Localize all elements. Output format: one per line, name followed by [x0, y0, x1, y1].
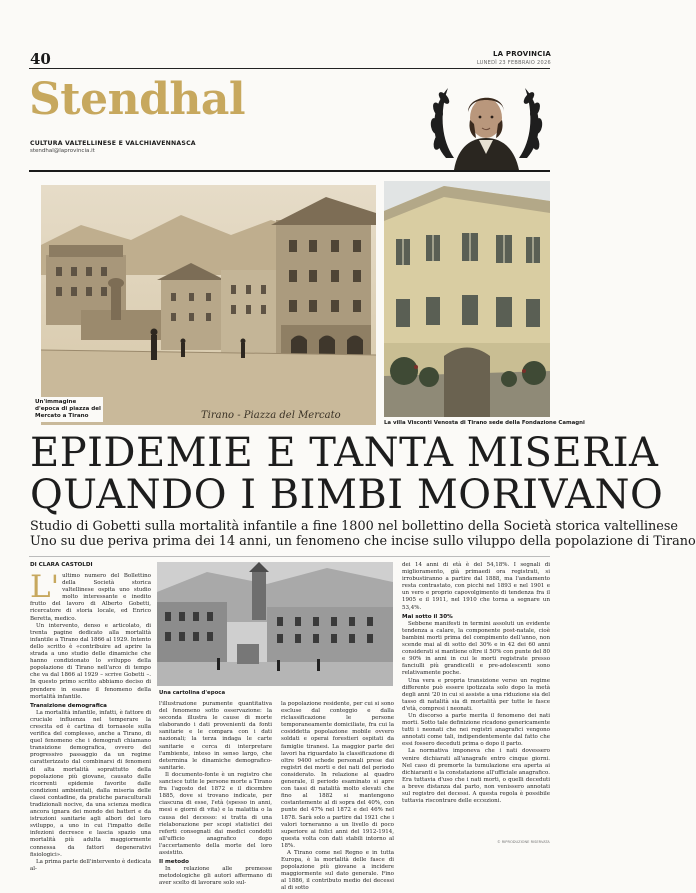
postcard-caption: Una cartolina d'epoca — [159, 690, 226, 696]
paragraph: Un discorso a parte merita il fenomeno dei nati morti. Sotto tale definizione ricadono genericamente tutti i neonati che nei registri anagrafici vengono annotati come tali, indipendentemente dal fatto che essi fossero deceduti prima o dopo il parto. — [402, 712, 550, 748]
article-column-1 — [30, 569, 151, 872]
section-rule — [29, 170, 550, 172]
masthead — [477, 50, 551, 66]
headline-line-1: EPIDEMIE E TANTA MISERIA — [30, 430, 659, 476]
deck-line-2: Uno su due periva prima dei 14 anni, un fenomeno che incise sullo viluppo della popolazione di Tirano — [30, 534, 696, 549]
newspaper-name: LA PROVINCIA — [492, 50, 551, 58]
copyright-note: © RIPRODUZIONE RISERVATA — [497, 840, 550, 844]
paragraph: Il documento-fonte è un registro che sancisce tutte le persone morte a Tirano fra l'agosto del 1872 e il dicembre 1885, dove si trovano indicate, per ciascuna di esse, l'età (spesso in anni, mesi e giorni di vita) e la malattia o la causa del decesso: si tratta di una rielaborazione per scopi statistici dei referti consegnati dai medici condotti all'ufficio anagrafico dopo l'accertamento della morte del loro assistito. — [159, 771, 272, 856]
article-column-4 — [402, 562, 550, 838]
villa-visconti-photo — [384, 181, 550, 417]
subheading: Transizione demografica — [30, 702, 107, 709]
issue-date: LUNEDÌ 23 FEBBRAIO 2026 — [476, 60, 551, 66]
paragraph: A Tirano come nel Regno e in tutta Europa, è la mortalità delle fasce di popolazione più giovane a incidere maggiormente sul dato generale. Fino al 1886, il contributo medio dei decessi al di sotto — [281, 849, 394, 892]
subheading: Mai sotto il 30% — [402, 613, 453, 620]
piazza-mercato-photo — [41, 185, 376, 425]
article-column-2 — [159, 701, 272, 887]
paragraph: Un intervento, denso e articolato, di trenta pagine dedicato alla mortalità infantile a Tirano dal 1866 al 1929. Intento dello scritto è «contribuire ad aprire la strada a uno studio delle dinamiche che hanno condizionato lo sviluppo della popolazione di Tirano nell'arco di tempo che va dal 1866 al 1929 – scrive Gobetti –. In questo primo scritto abbiamo deciso di prendere in esame il fenomeno della mortalità infantile. — [30, 622, 151, 700]
paragraph: dei 14 anni di età è del 54,18%. I segnali di miglioramento, già primaedi ora registrati, si irrobustiranno a partire dal 1888, ma l'andamento resta contrastato, con picchi nel 1893 e nel 1901 e un vero e proprio capovolgimento di tendenza fra il 1905 e il 1911, nel 1910 che torna a segnare un 53,4%. — [402, 562, 550, 611]
paragraph: ultimo numero del Bollettino della Società storica valtellinese ospita uno studio molto interessante e inedito frutto del lavoro di Alberto Gobetti, ricercatore di storia locale, ed Enrico Beretta, medico. — [30, 573, 151, 622]
deck-line-1: Studio di Gobetti sulla mortalità infantile a fine 1800 nel bollettino della Società storica valtellinese — [30, 519, 679, 534]
section-title: Stendhal — [29, 74, 246, 125]
paragraph: l'illustrazione puramente quantitativa del fenomeno sotto osservazione: la seconda illustra le cause di morte elaborando i dati provenienti da fonti sanitarie e le compara con i dati nazionali; la terza indaga le carte sanitarie e cerca di interpretare l'ambiente, inteso in senso largo, che determina le dinamiche demografico-sanitarie. — [159, 701, 272, 771]
headline-line-2: QUANDO I BIMBI MORIVANO — [30, 472, 664, 518]
paragraph: Sebbene manifesti in termini assoluti un evidente tendenza a calare, la componente post-natale, cioè bambini morti prima del compimento dell'anno, non scende mai al di sotto del 30% e in 42 dei 60 anni considerati si mantiene oltre il 50% con punte del 80 e 90% in anni in cui le morti registrate presso fanciulli più grandicelli e pre-adolescenti sono relativamente poche. — [402, 620, 550, 677]
paragraph: La mortalità infantile, infatti, è fattore di cruciale influenza nel temperare la crescita ed è cartina di tornasole sulla verifica del complesso, anche a Tirano, di quel fenomeno che i demografi chiamano transizione demografica, ovvero del progressivo passaggio da un regime caratterizzato dal combinarsi di fenomeni di alta mortalità soprattutto della popolazione più giovane, causato dalle ricorrenti epidemie favorite dalle condizioni ambientali, dalla miseria delle classi contadine, da pratiche paraculturali tradizionali nocive, da una scienza medica ancora ignara dei mondo dei batteri e da istruzioni sanitarie agli albori del loro sviluppo, a uno in cui l'impatto delle infezioni decresce e lascia spazio una mortalità più adulta maggiormente connessa da fattori degenerativi fisiologici». — [30, 709, 151, 858]
section-subtitle: CULTURA VALTELLINESE E VALCHIAVENNASCA — [30, 140, 196, 147]
paragraph: la popolazione residente, per cui si sono escluse dal conteggio e dalla riclassificazione le persone temporaneamente domiciliate, fra cui la cosiddetta popolazione mobile ovvero soldati e operai forestieri ospitati da famiglie tiranesi. La maggior parte dei lavori ha riguardato la classificazione di oltre 9400 schede personali prese dai registri dei morti e dei nati del periodo considerato. In relazione al quadro generale, il periodo esaminato si apre con tassi di natalità molto elevati che fino al 1882 si mantengono costantemente al di sopra del 40%, con punte del 47% nel 1872 e del 46% nel 1878. Sarà solo a partire dal 1921 che i valori torneranno a un livello di poco superiore ai folici anni del 1912-1914, questa volta con dati stabili intorno al 18%. — [281, 701, 394, 849]
piazza-caption: Un'immagine d'epoca di piazza del Mercato a Tirano — [35, 397, 103, 422]
subheading: Il metodo — [159, 859, 189, 866]
page-number: 40 — [30, 50, 51, 68]
section-email: stendhal@laprovincia.it — [30, 148, 95, 154]
paragraph: In relazione alle premesse metodologiche gli autori affermano di aver scelto di lavorare solo sul- — [159, 866, 272, 887]
top-rule — [29, 68, 550, 69]
paragraph: La prima parte dell'intervento è dedicata al- — [30, 858, 151, 872]
paragraph: La normativa imponeva che i nati dovessero venire dichiarati all'anagrafe entro cinque giorni. Nel caso di premorte la tumulazione era aperta ai dichiaranti e la constatazione all'ufficiale anagrafico. Era tuttavia d'uso che i nati morti, o quelli deceduti a breve distanza dal parto, non venissero annotati sul registro dei decessi. A questa regola è possibile tuttavia riscontrare delle eccezioni. — [402, 748, 550, 805]
drop-cap: L' — [30, 569, 60, 605]
paragraph: Una vera e propria transizione verso un regime differente può essere ipotizzata solo dopo la metà degli anni '20 in cui si assiste a una riduzione sia del tasso di natalità sia di mortalità per tutte le fasce d'età, compresi i neonati. — [402, 677, 550, 712]
stendhal-portrait-logo — [424, 80, 549, 170]
piazza-inscription: Tirano - Piazza del Mercato — [201, 410, 341, 421]
deck-rule — [29, 556, 550, 557]
postcard-photo — [157, 562, 393, 686]
article-column-3 — [281, 701, 394, 892]
byline: DI CLARA CASTOLDI — [30, 562, 93, 568]
villa-caption: La villa Visconti Venosta di Tirano sede della Fondazione Camagni — [384, 420, 585, 426]
